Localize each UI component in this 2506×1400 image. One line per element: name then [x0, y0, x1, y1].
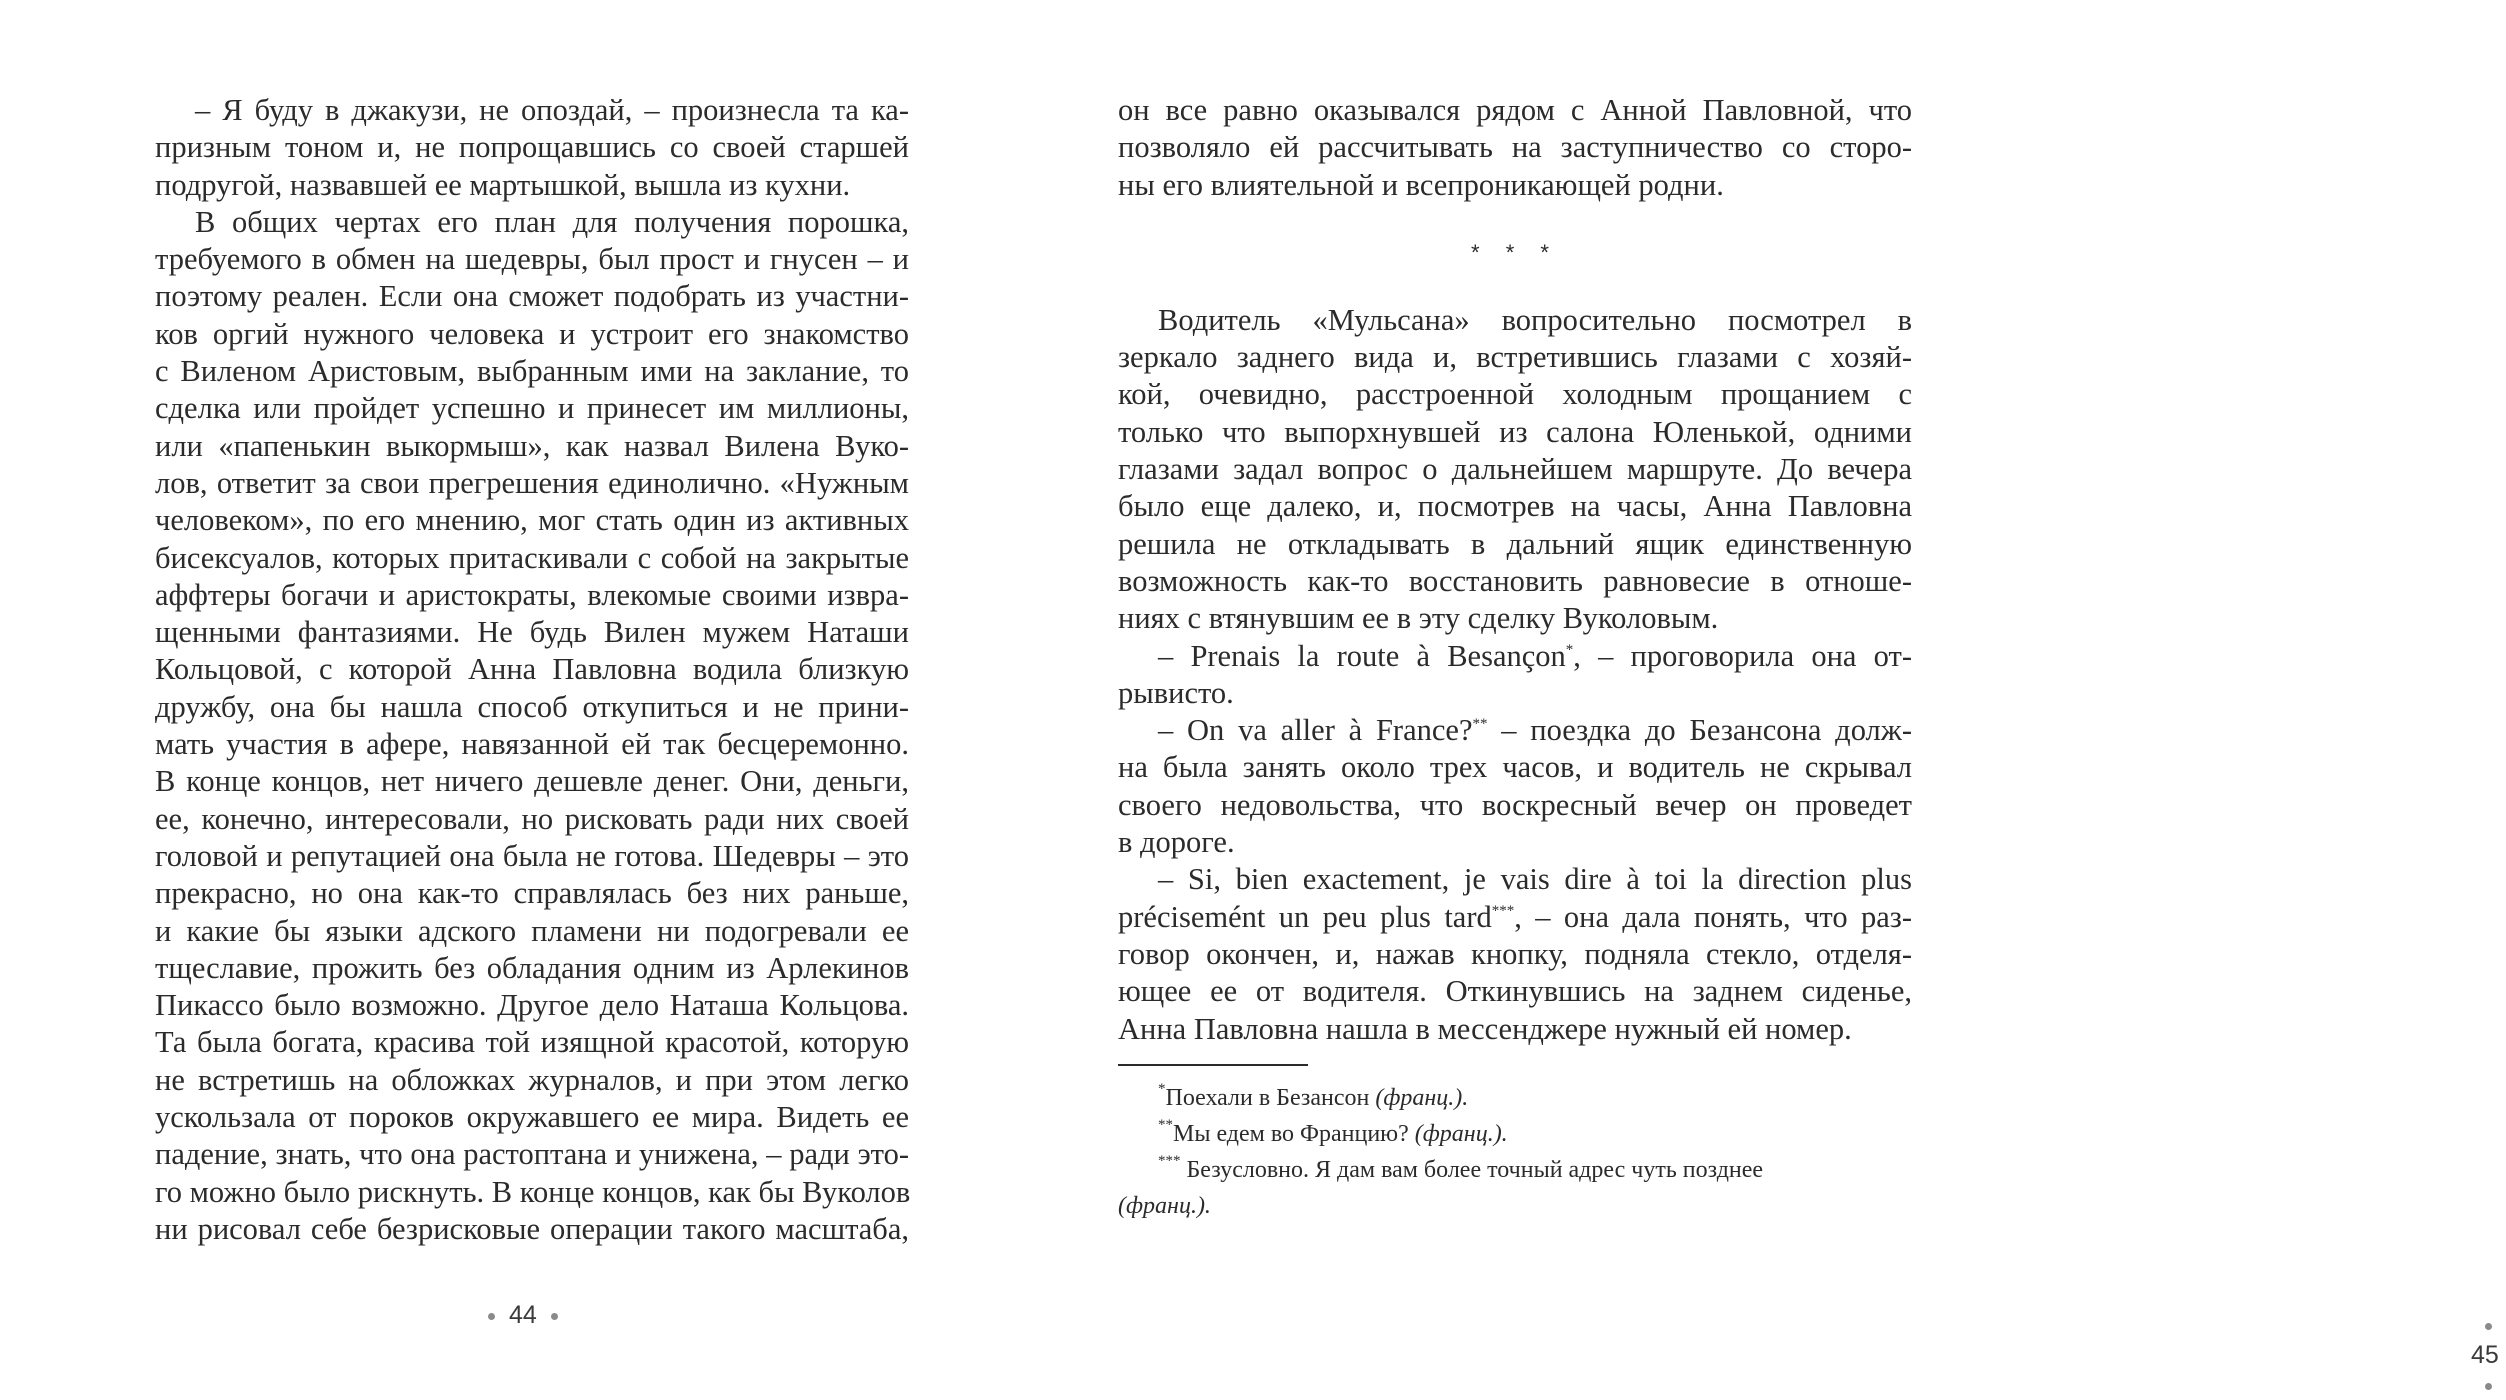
- text-line: своего недовольства, что воскресный вечер он проведет: [1118, 787, 1912, 822]
- page-number: [2471, 1310, 2506, 1400]
- text-line: он все равно оказывался рядом с Анной Павловной, что: [1118, 93, 1912, 127]
- text-line: мать участия в афере, навязанной ей так бесцеремонно.: [155, 727, 909, 762]
- footnote-mark: *: [1158, 1080, 1166, 1097]
- text-line: ни рисовал себе безрисковые операции такого масштаба,: [155, 1211, 909, 1246]
- footnote-text: Поехали в Безансон: [1165, 1084, 1376, 1111]
- text-line: призным тоном и, не попрощавшись со своей старшей: [155, 130, 909, 165]
- footnote-mark: ***: [1158, 1152, 1181, 1169]
- text-line: дружбу, она бы нашла способ откупиться и не прини-: [155, 689, 909, 724]
- left-text-column: [155, 92, 909, 1248]
- footnote-text: Мы едем во Францию?: [1173, 1120, 1415, 1147]
- text-line: подругой, назвавшей ее мартышкой, вышла из кухни.: [155, 167, 851, 202]
- bullet-icon: [2485, 1383, 2492, 1390]
- text-line: позволяло ей рассчитывать на заступничество со сторо-: [1118, 130, 1912, 165]
- footnote-continuation: [1118, 1188, 1912, 1224]
- dialogue-text: , – проговорила она от-: [1573, 638, 1912, 673]
- section-break: * * *: [1471, 239, 1559, 265]
- footnote-mark: **: [1158, 1116, 1173, 1133]
- text-line: зеркало заднего вида и, встретившись глазами с хозяй-: [1118, 340, 1912, 375]
- text-line: Водитель «Мульсана» вопросительно посмотрел в: [1158, 302, 1912, 337]
- text-line: ков оргий нужного человека и устроит его знакомство: [155, 316, 909, 351]
- dialogue-text: précisemént un peu plus tard: [1118, 899, 1492, 934]
- text-line: ее, конечно, интересовали, но рисковать ради них своей: [155, 801, 909, 836]
- text-line: рывисто.: [1118, 675, 1234, 710]
- left-page: [0, 0, 1000, 1383]
- footnote-mark: **: [1472, 716, 1488, 733]
- text-line: щенными фантазиями. Не будь Вилен мужем Наташи: [155, 615, 909, 650]
- right-page: [1000, 0, 2499, 1383]
- footnote-mark: *: [1565, 641, 1574, 658]
- text-line: кой, очевидно, расстроенной холодным прощанием с: [1118, 377, 1912, 412]
- text-line: требуемого в обмен на шедевры, был прост и гнусен – и: [155, 242, 909, 277]
- text-line: Пикассо было возможно. Другое дело Наташа Кольцова.: [155, 988, 909, 1023]
- text-line: ны его влиятельной и всепроникающей родни.: [1118, 167, 1724, 202]
- text-line: человеком», по его мнению, мог стать один из активных: [155, 503, 909, 538]
- text-line: глазами задал вопрос о дальнейшем маршруте. До вечера: [1118, 452, 1912, 487]
- footnote-text: Безусловно. Я дам вам более точный адрес чуть позднее: [1180, 1156, 1764, 1183]
- footnote: [1118, 1152, 1912, 1188]
- text-line: бисексуалов, которых притаскивали с собой на закрытые: [155, 540, 909, 575]
- dialogue-text: – поездка до Безансона долж-: [1487, 713, 1912, 748]
- text-line: [1118, 899, 1912, 936]
- text-line: – Si, bien exactement, je vais dire à toi la direction plus: [1158, 862, 1912, 897]
- right-text-column: [1118, 92, 1912, 1224]
- text-line: лов, ответит за свои прегрешения единолично. «Нужным: [155, 465, 909, 500]
- text-line: на была занять около трех часов, и водитель не скрывал: [1118, 750, 1912, 785]
- text-line: Анна Павловна нашла в мессенджере нужный ей номер.: [1118, 1011, 1852, 1046]
- text-line: ускользала от пороков окружавшего ее мира. Видеть ее: [155, 1100, 909, 1135]
- text-line: в дороге.: [1118, 825, 1235, 860]
- text-line: решила не откладывать в дальний ящик единственную: [1118, 526, 1912, 561]
- bullet-icon: [551, 1313, 558, 1320]
- text-line: ниях с втянувшим ее в эту сделку Вуколовым.: [1118, 601, 1719, 636]
- text-line: поэтому реален. Если она сможет подобрать из участни-: [155, 279, 909, 314]
- dialogue-text: , – она дала понять, что раз-: [1514, 899, 1912, 934]
- page-number: [474, 1300, 572, 1330]
- text-line: было еще далеко, и, посмотрев на часы, Анна Павловна: [1118, 489, 1912, 524]
- text-line: В общих чертах его план для получения порошка,: [195, 204, 909, 239]
- page-number-text: 45: [2471, 1341, 2499, 1369]
- text-line: Кольцовой, с которой Анна Павловна водила близкую: [155, 652, 909, 687]
- footnote-note: (франц.).: [1375, 1084, 1469, 1111]
- text-line: ющее ее от водителя. Откинувшись на заднем сиденье,: [1118, 974, 1912, 1009]
- footnote: [1118, 1080, 1912, 1116]
- text-line: [1118, 638, 1912, 675]
- text-line: В конце концов, нет ничего дешевле денег. Они, деньги,: [155, 764, 909, 799]
- dialogue-text: – On va aller à France?: [1158, 713, 1473, 748]
- footnote: [1118, 1116, 1912, 1152]
- text-line: аффтеры богачи и аристократы, влекомые своими извра-: [155, 577, 909, 612]
- text-line: возможность как-то восстановить равновесие в отноше-: [1118, 563, 1912, 598]
- text-line: – Я буду в джакузи, не опоздай, – произнесла та ка-: [195, 93, 909, 127]
- footnote-mark: ***: [1491, 902, 1515, 919]
- dialogue-text: – Prenais la route à Besançon: [1158, 638, 1566, 673]
- footnote-note: (франц.).: [1414, 1120, 1508, 1147]
- text-line: и какие бы языки адского пламени ни подогревали ее: [155, 913, 909, 948]
- text-line: или «папенькин выкормыш», как назвал Вилена Вуко-: [155, 428, 909, 463]
- text-line: сделка или пройдет успешно и принесет им миллионы,: [155, 391, 909, 426]
- text-line: только что выпорхнувшей из салона Юленькой, одними: [1118, 414, 1912, 449]
- text-line: тщеславие, прожить без обладания одним из Арлекинов: [155, 950, 909, 985]
- text-line: прекрасно, но она как-то справлялась без них раньше,: [155, 876, 909, 911]
- footnote-note: (франц.).: [1118, 1192, 1211, 1219]
- text-line: го можно было рискнуть. В конце концов, как бы Вуколов: [155, 1174, 911, 1209]
- text-line: не встретишь на обложках журналов, и при этом легко: [155, 1062, 909, 1097]
- text-line: Та была богата, красива той изящной красотой, которую: [155, 1025, 909, 1060]
- page-number-text: 44: [509, 1301, 537, 1329]
- bullet-icon: [488, 1313, 495, 1320]
- text-line: падение, знать, что она растоптана и унижена, – ради это-: [155, 1137, 909, 1172]
- text-line: [1118, 712, 1912, 749]
- text-line: с Виленом Аристовым, выбранным ими на заклание, то: [155, 354, 909, 389]
- footnote-divider: [1118, 1064, 1308, 1066]
- bullet-icon: [2485, 1323, 2492, 1330]
- text-line: говор окончен, и, нажав кнопку, подняла стекло, отделя-: [1118, 936, 1912, 971]
- text-line: головой и репутацией она была не готова. Шедевры – это: [155, 838, 909, 873]
